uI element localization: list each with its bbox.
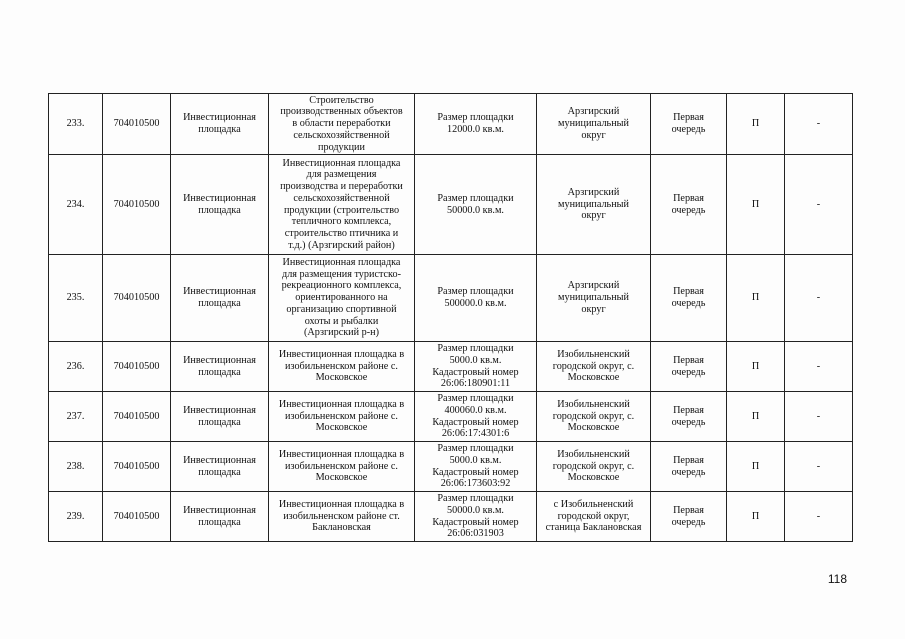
description-cell: Строительство производственных объектов в области переработки сельскохозяйственной продукции	[269, 94, 415, 155]
description-cell: Инвестиционная площадка для размещения туристско- рекреационного комплекса, ориентированного на организацию спортивной охоты и рыбалки (Арзгирский р-н)	[269, 255, 415, 342]
queue-cell: Первая очередь	[651, 94, 727, 155]
code-cell: 704010500	[103, 442, 171, 492]
type-cell: Инвестиционная площадка	[171, 442, 269, 492]
note-cell: -	[785, 94, 853, 155]
code-cell: 704010500	[103, 342, 171, 392]
row-number-cell: 239.	[49, 492, 103, 542]
table-row	[49, 492, 853, 542]
note-cell: -	[785, 392, 853, 442]
location-cell: Изобильненский городской округ, с. Московское	[537, 442, 651, 492]
table-row	[49, 342, 853, 392]
category-cell: П	[727, 392, 785, 442]
note-cell: -	[785, 155, 853, 255]
size-cell: Размер площадки 50000.0 кв.м. Кадастровый номер 26:06:031903	[415, 492, 537, 542]
description-cell: Инвестиционная площадка для размещения производства и переработки сельскохозяйственной продукции (строительство тепличного комплекса, строительство птичника и т.д.) (Арзгирский район)	[269, 155, 415, 255]
description-cell: Инвестиционная площадка в изобильненском районе с. Московское	[269, 392, 415, 442]
table-row	[49, 255, 853, 342]
code-cell: 704010500	[103, 255, 171, 342]
table-row	[49, 94, 853, 155]
code-cell: 704010500	[103, 94, 171, 155]
queue-cell: Первая очередь	[651, 492, 727, 542]
size-cell: Размер площадки 5000.0 кв.м. Кадастровый номер 26:06:173603:92	[415, 442, 537, 492]
code-cell: 704010500	[103, 392, 171, 442]
size-cell: Размер площадки 50000.0 кв.м.	[415, 155, 537, 255]
type-cell: Инвестиционная площадка	[171, 155, 269, 255]
category-cell: П	[727, 492, 785, 542]
queue-cell: Первая очередь	[651, 442, 727, 492]
row-number-cell: 235.	[49, 255, 103, 342]
row-number-cell: 237.	[49, 392, 103, 442]
row-number-cell: 233.	[49, 94, 103, 155]
page-number: 118	[827, 572, 847, 586]
type-cell: Инвестиционная площадка	[171, 94, 269, 155]
row-number-cell: 234.	[49, 155, 103, 255]
type-cell: Инвестиционная площадка	[171, 392, 269, 442]
code-cell: 704010500	[103, 492, 171, 542]
category-cell: П	[727, 94, 785, 155]
size-cell: Размер площадки 500000.0 кв.м.	[415, 255, 537, 342]
size-cell: Размер площадки 12000.0 кв.м.	[415, 94, 537, 155]
note-cell: -	[785, 442, 853, 492]
table-row	[49, 155, 853, 255]
size-cell: Размер площадки 400060.0 кв.м. Кадастровый номер 26:06:17:4301:6	[415, 392, 537, 442]
note-cell: -	[785, 255, 853, 342]
category-cell: П	[727, 155, 785, 255]
description-cell: Инвестиционная площадка в изобильненском районе с. Московское	[269, 342, 415, 392]
category-cell: П	[727, 442, 785, 492]
queue-cell: Первая очередь	[651, 392, 727, 442]
size-cell: Размер площадки 5000.0 кв.м. Кадастровый номер 26:06:180901:11	[415, 342, 537, 392]
row-number-cell: 238.	[49, 442, 103, 492]
queue-cell: Первая очередь	[651, 155, 727, 255]
location-cell: Изобильненский городской округ, с. Московское	[537, 342, 651, 392]
location-cell: Арзгирский муниципальный округ	[537, 155, 651, 255]
description-cell: Инвестиционная площадка в изобильненском районе ст. Баклановская	[269, 492, 415, 542]
location-cell: Арзгирский муниципальный округ	[537, 255, 651, 342]
note-cell: -	[785, 492, 853, 542]
table-row	[49, 392, 853, 442]
row-number-cell: 236.	[49, 342, 103, 392]
code-cell: 704010500	[103, 155, 171, 255]
category-cell: П	[727, 342, 785, 392]
table-row	[49, 442, 853, 492]
queue-cell: Первая очередь	[651, 342, 727, 392]
investment-sites-table	[48, 93, 853, 542]
location-cell: Изобильненский городской округ, с. Московское	[537, 392, 651, 442]
description-cell: Инвестиционная площадка в изобильненском районе с. Московское	[269, 442, 415, 492]
type-cell: Инвестиционная площадка	[171, 342, 269, 392]
location-cell: Арзгирский муниципальный округ	[537, 94, 651, 155]
type-cell: Инвестиционная площадка	[171, 492, 269, 542]
note-cell: -	[785, 342, 853, 392]
queue-cell: Первая очередь	[651, 255, 727, 342]
location-cell: с Изобильненский городской округ, станица Баклановская	[537, 492, 651, 542]
type-cell: Инвестиционная площадка	[171, 255, 269, 342]
category-cell: П	[727, 255, 785, 342]
